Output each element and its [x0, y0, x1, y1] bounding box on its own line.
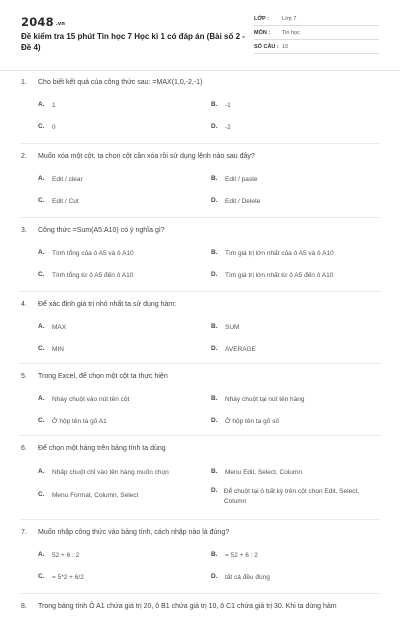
meta-question-count: SỐ CÂU : 10 [254, 41, 379, 54]
question-text: Công thức =Sum(A5:A10) có ý nghĩa gì? [38, 227, 165, 234]
option-text: 0 [52, 124, 56, 131]
page-header [0, 0, 400, 65]
option-a[interactable] [38, 468, 203, 478]
question-divider [19, 363, 381, 364]
option-text: Tính tổng từ ô A5 đến ô A10 [52, 272, 134, 279]
option-text: 1 [52, 102, 56, 109]
option-key: B. [211, 101, 218, 108]
option-text: Edit / paste [225, 176, 258, 183]
question-number: 6. [21, 445, 27, 452]
option-key: C. [38, 345, 45, 352]
option-d[interactable] [211, 197, 371, 207]
option-text: SUM [225, 324, 240, 331]
question-stem [21, 301, 380, 308]
question-stem [21, 79, 380, 86]
option-a[interactable] [38, 323, 203, 333]
question-divider [19, 435, 381, 436]
option-text: Nhấp chuột chỉ vào tên hàng muốn chọn [52, 469, 169, 476]
header-divider [0, 70, 400, 71]
option-c[interactable] [38, 197, 203, 207]
option-key: D. [211, 197, 218, 204]
option-key: D. [211, 271, 218, 278]
option-key: C. [38, 123, 45, 130]
option-key: B. [211, 395, 218, 402]
question-3 [0, 227, 400, 301]
option-key: B. [211, 323, 218, 330]
question-2 [0, 153, 400, 227]
option-key: A. [38, 101, 45, 108]
option-d[interactable] [211, 271, 371, 281]
question-4 [0, 301, 400, 373]
option-d[interactable] [211, 487, 371, 507]
question-7 [0, 529, 400, 603]
option-a[interactable] [38, 175, 203, 185]
option-text: Ở hộp tên ta gõ số [225, 418, 279, 425]
option-text: -2 [225, 124, 231, 131]
question-divider [19, 217, 381, 218]
option-key: B. [211, 551, 218, 558]
option-text: -1 [225, 102, 231, 109]
option-text: Edit / Delete [225, 198, 261, 205]
option-text: Tìm giá trị lớn nhất từ ô A5 đến ô A10 [225, 272, 334, 279]
option-c[interactable] [38, 491, 203, 501]
option-b[interactable] [211, 249, 371, 259]
question-text: Cho biết kết quả của công thức sau: =MAX(1,0,-2,-1) [38, 79, 203, 86]
option-key: A. [38, 175, 45, 182]
option-text: Nháy chuột tại nút tên hàng [225, 396, 305, 403]
page-title: Đề kiểm tra 15 phút Tin học 7 Học kì 1 có đáp án (Bài số 2 - Đề 4) [21, 32, 245, 52]
option-d[interactable] [211, 417, 371, 427]
option-key: C. [38, 197, 45, 204]
option-b[interactable] [211, 175, 371, 185]
site-logo[interactable]: 2048 .vn [21, 15, 66, 29]
option-key: D. [211, 417, 218, 424]
question-5 [0, 373, 400, 445]
option-text: Để chuột tại ô bất kỳ trên cột chọn Edit, Select, Column [223, 488, 360, 505]
question-8 [0, 603, 400, 623]
question-text: Trong Excel, để chọn một cột ta thực hiện [38, 373, 168, 380]
question-stem [21, 529, 380, 536]
option-a[interactable] [38, 249, 203, 259]
option-key: A. [38, 249, 45, 256]
option-text: = 52 + 6 : 2 [225, 552, 258, 559]
question-divider [19, 143, 381, 144]
question-text: Để xác định giá trị nhỏ nhất ta sử dụng hàm: [38, 301, 177, 308]
option-text: AVERAGE [225, 346, 256, 353]
question-number: 5. [21, 373, 27, 380]
exam-meta [254, 13, 379, 55]
option-key: C. [38, 573, 45, 580]
option-text: Tìm giá trị lớn nhất của ô A5 và ô A10 [225, 250, 334, 257]
option-key: C. [38, 417, 45, 424]
question-6 [0, 445, 400, 529]
option-key: A. [38, 551, 45, 558]
option-c[interactable] [38, 123, 203, 133]
question-text: Muốn nhập công thức vào bảng tính, cách nhập nào là đúng? [38, 529, 230, 536]
question-text: Muốn xóa một cột, ta chọn cột cần xóa rồi sử dụng lệnh nào sau đây? [38, 153, 255, 160]
question-divider [19, 291, 381, 292]
option-key: A. [38, 323, 45, 330]
option-c[interactable] [38, 271, 203, 281]
question-number: 3. [21, 227, 27, 234]
question-number: 1. [21, 79, 27, 86]
option-key: C. [38, 271, 45, 278]
option-key: B. [211, 175, 218, 182]
option-key: A. [38, 468, 45, 475]
question-stem [21, 445, 380, 452]
option-text: Nháy chuột vào nút tên cột [52, 396, 130, 403]
option-c[interactable] [38, 417, 203, 427]
question-stem [21, 603, 380, 610]
question-stem [21, 227, 380, 234]
option-text: Menu Format, Column, Select [52, 492, 139, 499]
question-text: Để chọn một hàng trên bảng tính ta dùng [38, 445, 166, 452]
option-text: Ở hộp tên ta gõ A1 [52, 418, 107, 425]
option-text: Edit / Cut [52, 198, 79, 205]
option-b[interactable] [211, 323, 371, 333]
option-key: B. [211, 249, 218, 256]
question-stem [21, 373, 380, 380]
option-d[interactable] [211, 573, 371, 583]
option-b[interactable] [211, 551, 371, 561]
question-1 [0, 79, 400, 153]
option-text: MIN [52, 346, 64, 353]
option-text: MAX [52, 324, 67, 331]
option-text: = 5*2 + 6/2 [52, 574, 84, 581]
option-key: D. [211, 345, 218, 352]
option-b[interactable] [211, 101, 371, 111]
question-divider [19, 519, 381, 520]
option-key: D. [211, 487, 218, 494]
option-a[interactable] [38, 101, 203, 111]
question-number: 2. [21, 153, 27, 160]
option-key: B. [211, 468, 218, 475]
question-text: Trong bảng tính Ô A1 chứa giá trị 20, ô B1 chứa giá trị 10, ô C1 chứa giá trị 30. Khi ta dùng hàm [38, 603, 337, 610]
option-c[interactable] [38, 573, 203, 583]
option-b[interactable] [211, 468, 371, 478]
meta-subject: MÔN : Tin học [254, 27, 379, 40]
option-text: Tính tổng của ô A5 và ô A10 [52, 250, 134, 257]
option-d[interactable] [211, 123, 371, 133]
option-c[interactable] [38, 345, 203, 355]
question-stem [21, 153, 380, 160]
meta-class: LỚP : Lớp 7 [254, 13, 379, 26]
option-key: D. [211, 573, 218, 580]
option-b[interactable] [211, 395, 371, 405]
option-d[interactable] [211, 345, 371, 355]
option-text: Menu Edit, Select, Column [225, 469, 302, 476]
question-number: 4. [21, 301, 27, 308]
question-divider [19, 593, 381, 594]
option-key: A. [38, 395, 45, 402]
option-a[interactable] [38, 551, 203, 561]
question-number: 8. [21, 603, 27, 610]
option-text: Edit / clear [52, 176, 83, 183]
question-number: 7. [21, 529, 27, 536]
option-a[interactable] [38, 395, 203, 405]
option-key: C. [38, 491, 45, 498]
option-key: D. [211, 123, 218, 130]
option-text: 52 + 6 : 2 [52, 552, 80, 559]
option-text: tất cả đều đúng [225, 574, 270, 581]
